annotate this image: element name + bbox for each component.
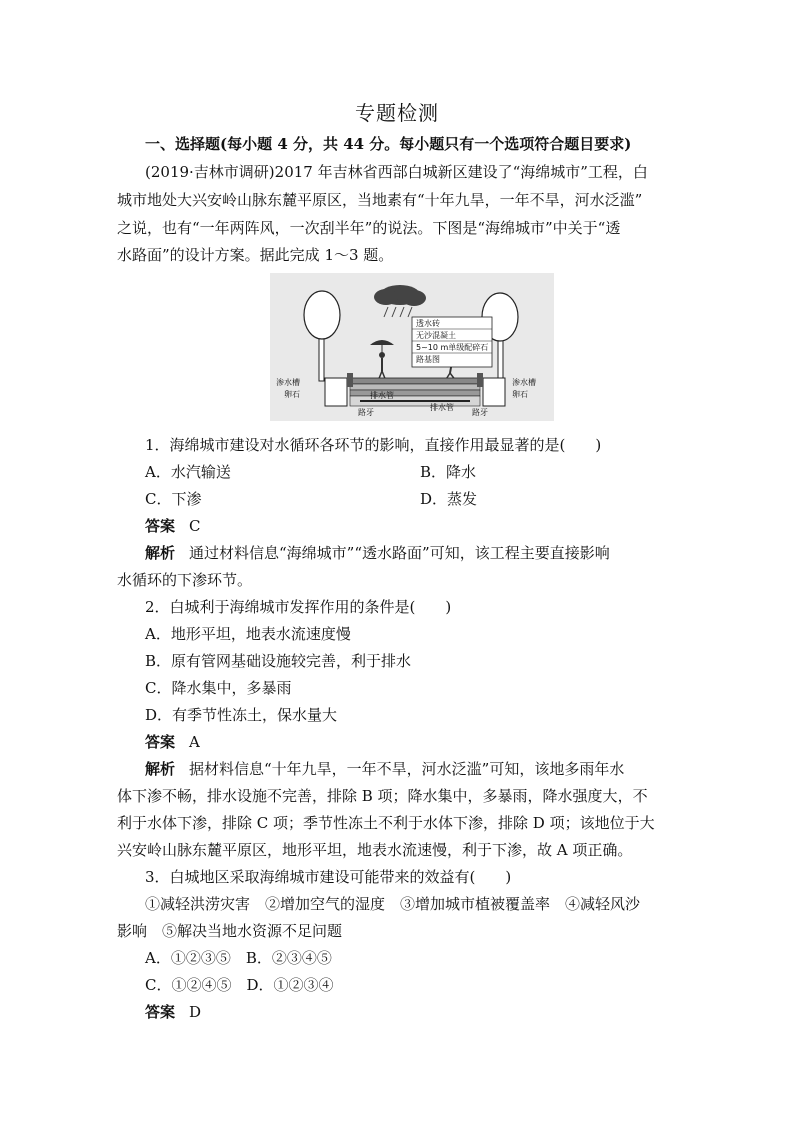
label-subgrade: 路基图 [416, 355, 440, 364]
q3-options-cd: C．①②④⑤ D．①②③④ [145, 976, 334, 994]
q2-stem: 2．白城利于海绵城市发挥作用的条件是( ) [145, 598, 452, 616]
q3-options-ab: A．①②③⑤ B．②③④⑤ [145, 949, 332, 967]
label-right-stone: 卵石 [512, 390, 528, 399]
section-heading: 一、选择题(每小题 4 分，共 44 分。每小题只有一个选项符合题目要求) [145, 135, 632, 153]
q1-analysis-line-2: 水循环的下渗环节。 [117, 571, 253, 589]
q1-analysis-line-1 [145, 542, 610, 564]
label-permeable-brick: 透水砖 [416, 319, 440, 328]
label-curb-2: 路牙 [472, 408, 488, 417]
label-pipe-1: 排水管 [370, 391, 394, 400]
q2-option-c: C．降水集中，多暴雨 [145, 679, 292, 697]
q3-stem: 3．白城地区采取海绵城市建设可能带来的效益有( ) [145, 868, 512, 886]
q1-option-c: C．下渗 [145, 490, 202, 508]
intro-line-2: 城市地处大兴安岭山脉东麓平原区，当地素有“十年九旱，一年不旱，河水泛滥” [117, 191, 643, 209]
label-left-stone: 卵石 [284, 390, 300, 399]
q3-answer [145, 1001, 201, 1023]
answer-label: 答案 [145, 733, 176, 751]
q1-answer [145, 515, 201, 537]
q3-items-line-2: 影响 ⑤解决当地水资源不足问题 [117, 922, 343, 940]
q1-option-b: B．降水 [420, 463, 477, 481]
q2-analysis-line-2: 体下渗不畅，排水设施不完善，排除 B 项；降水集中，多暴雨，降水强度大，不 [117, 787, 648, 805]
diagram-svg [270, 273, 554, 421]
label-pipe-2: 排水管 [430, 403, 454, 412]
q1-option-a: A．水汽输送 [145, 463, 231, 481]
analysis-label: 解析 [145, 760, 176, 778]
label-curb-1: 路牙 [358, 408, 374, 417]
q2-analysis-line-4: 兴安岭山脉东麓平原区，地形平坦，地表水流速慢，利于下渗，故 A 项正确。 [117, 841, 633, 859]
analysis-text: 通过材料信息“海绵城市”“透水路面”可知，该工程主要直接影响 [189, 544, 610, 562]
q1-stem: 1．海绵城市建设对水循环各环节的影响，直接作用最显著的是( ) [145, 436, 602, 454]
q2-analysis-line-1 [145, 758, 624, 780]
analysis-label: 解析 [145, 544, 176, 562]
label-concrete: 无沙混凝土 [416, 331, 456, 340]
answer-value: D [189, 1003, 202, 1021]
label-gravel: 5~10 m单级配碎石 [416, 343, 489, 352]
intro-line-3: 之说，也有“一年两阵风，一次刮半年”的说法。下图是“海绵城市”中关于“透 [117, 219, 621, 237]
label-right-trench: 渗水槽 [512, 378, 536, 387]
q2-answer [145, 731, 200, 753]
permeable-pavement-diagram [270, 273, 554, 421]
intro-line-4: 水路面”的设计方案。据此完成 1～3 题。 [117, 246, 394, 264]
q2-analysis-line-3: 利于水体下渗，排除 C 项；季节性冻土不利于水体下渗，排除 D 项；该地位于大 [117, 814, 655, 832]
answer-label: 答案 [145, 517, 176, 535]
label-left-trench: 渗水槽 [276, 378, 300, 387]
answer-label: 答案 [145, 1003, 176, 1021]
q1-option-d: D．蒸发 [420, 490, 478, 508]
page-title: 专题检测 [355, 101, 439, 125]
q2-option-d: D．有季节性冻土，保水量大 [145, 706, 338, 724]
q3-items-line-1: ①减轻洪涝灾害 ②增加空气的湿度 ③增加城市植被覆盖率 ④减轻风沙 [145, 895, 641, 913]
answer-value: A [189, 733, 200, 751]
analysis-text: 据材料信息“十年九旱，一年不旱，河水泛滥”可知，该地多雨年水 [189, 760, 625, 778]
intro-line-1: (2019·吉林市调研)2017 年吉林省西部白城新区建设了“海绵城市”工程，白 [145, 163, 648, 181]
q2-option-b: B．原有管网基础设施较完善，利于排水 [145, 652, 412, 670]
q2-option-a: A．地形平坦，地表水流速度慢 [145, 625, 351, 643]
answer-value: C [189, 517, 201, 535]
